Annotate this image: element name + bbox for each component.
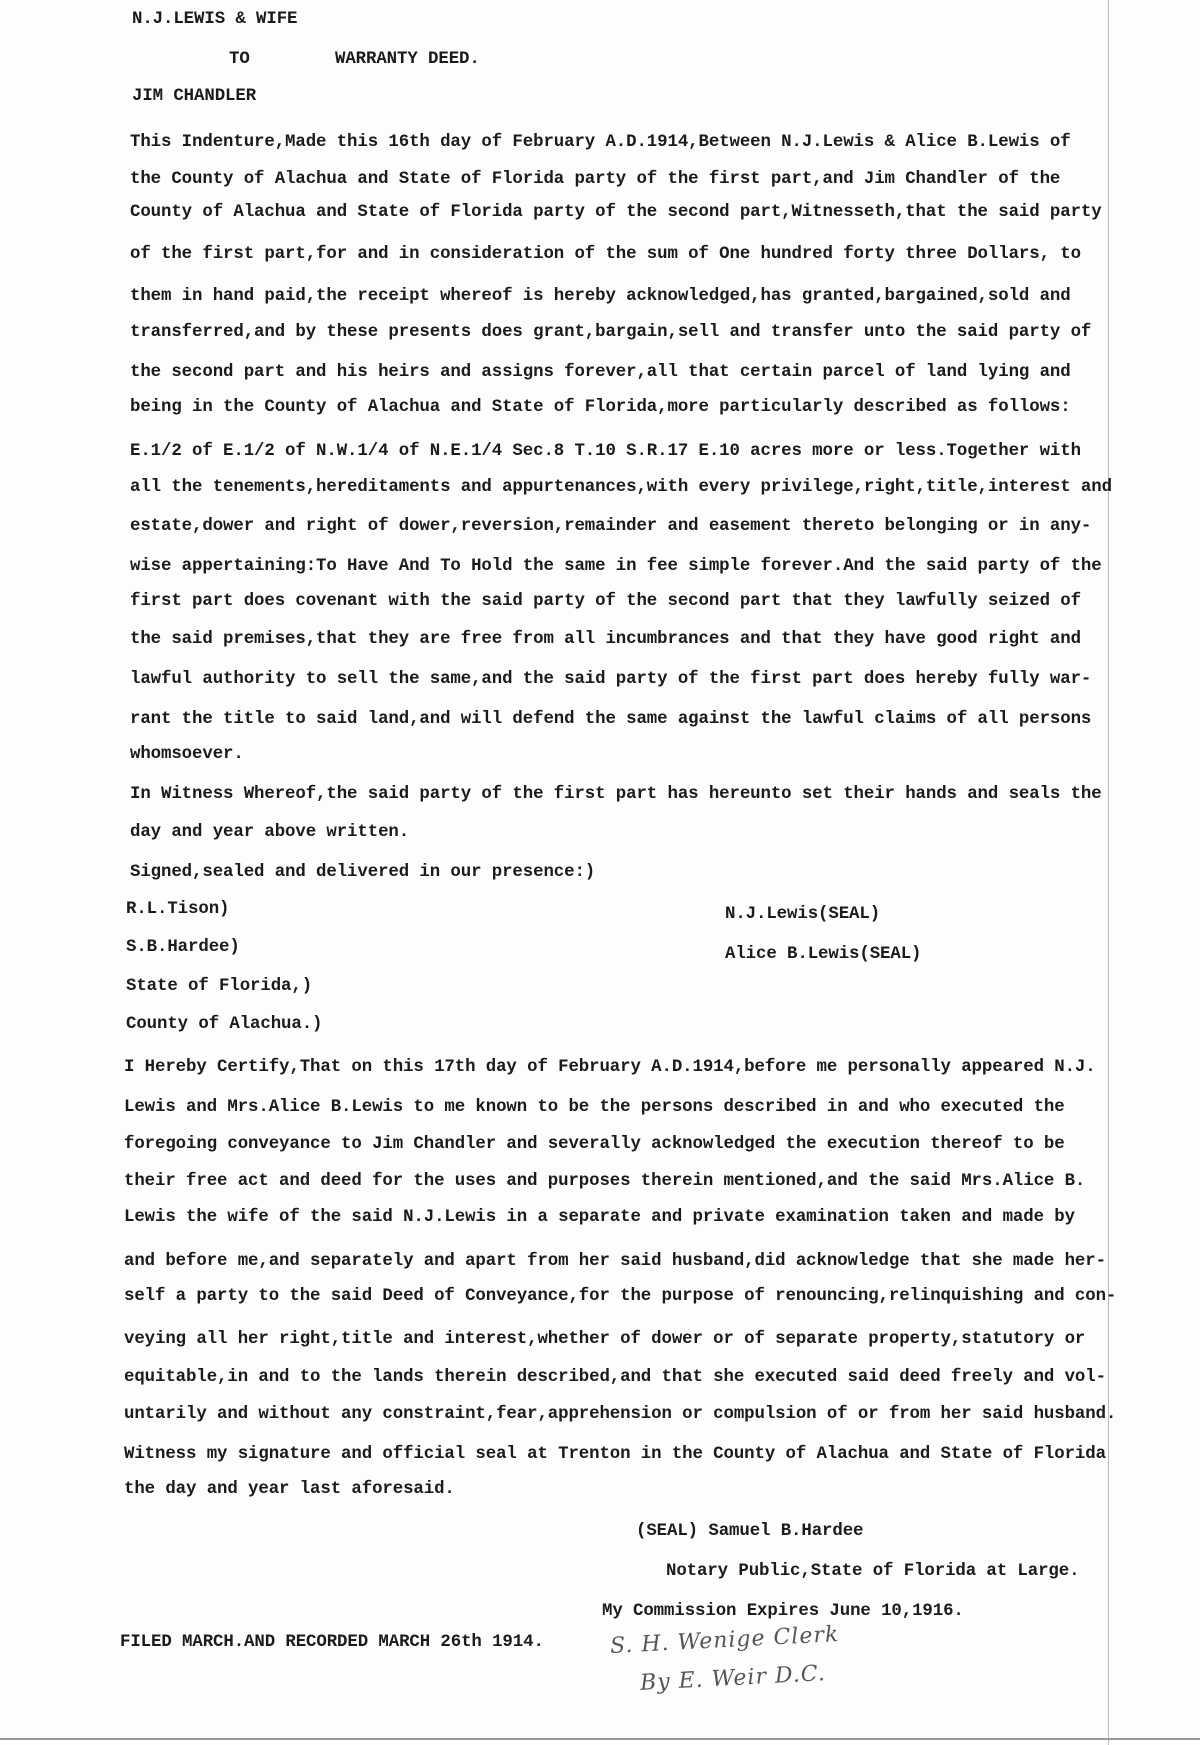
page-bottom-edge bbox=[0, 1738, 1200, 1740]
text-line: foregoing conveyance to Jim Chandler and severally acknowledged the execution thereof to be bbox=[124, 1135, 1065, 1154]
text-line: E.1/2 of E.1/2 of N.W.1/4 of N.E.1/4 Sec.8 T.10 S.R.17 E.10 acres more or less.Together with bbox=[130, 442, 1081, 461]
text-line: equitable,in and to the lands therein described,and that she executed said deed freely and vol- bbox=[124, 1368, 1106, 1387]
witness-2: S.B.Hardee) bbox=[126, 938, 240, 957]
text-line: self a party to the said Deed of Conveyance,for the purpose of renouncing,relinquishing and con- bbox=[124, 1287, 1117, 1306]
text-line: them in hand paid,the receipt whereof is hereby acknowledged,has granted,bargained,sold and bbox=[130, 287, 1071, 306]
text-line: their free act and deed for the uses and purposes therein mentioned,and the said Mrs.Alice B. bbox=[124, 1172, 1086, 1191]
text-line: day and year above written. bbox=[130, 823, 410, 842]
grantor-heading: N.J.LEWIS & WIFE bbox=[132, 10, 298, 29]
text-line: Lewis and Mrs.Alice B.Lewis to me known to be the persons described in and who executed the bbox=[124, 1098, 1065, 1117]
grantee-heading: JIM CHANDLER bbox=[132, 87, 257, 106]
clerk-signature: S. H. Wenige Clerk bbox=[609, 1622, 840, 1659]
text-line: the day and year last aforesaid. bbox=[124, 1480, 455, 1499]
text-line: Lewis the wife of the said N.J.Lewis in a separate and private examination taken and made by bbox=[124, 1208, 1075, 1227]
text-line: transferred,and by these presents does grant,bargain,sell and transfer unto the said party of bbox=[130, 323, 1092, 342]
text-line: the said premises,that they are free from all incumbrances and that they have good right and bbox=[130, 630, 1081, 649]
text-line: Signed,sealed and delivered in our presence:) bbox=[130, 863, 596, 882]
text-line: and before me,and separately and apart from her said husband,did acknowledge that she made her- bbox=[124, 1252, 1106, 1271]
page-edge-line bbox=[1108, 0, 1109, 1745]
text-line: estate,dower and right of dower,reversion,remainder and easement thereto belonging or in any- bbox=[130, 517, 1092, 536]
grantor-signature-2: Alice B.Lewis(SEAL) bbox=[725, 945, 922, 964]
grantor-signature-1: N.J.Lewis(SEAL) bbox=[725, 905, 881, 924]
text-line: whomsoever. bbox=[130, 745, 244, 764]
text-line: lawful authority to sell the same,and the said party of the first part does hereby fully war- bbox=[130, 670, 1092, 689]
text-line: This Indenture,Made this 16th day of February A.D.1914,Between N.J.Lewis & Alice B.Lewis of bbox=[130, 133, 1071, 152]
text-line: In Witness Whereof,the said party of the first part has hereunto set their hands and seals the bbox=[130, 785, 1102, 804]
text-line: being in the County of Alachua and State of Florida,more particularly described as follows: bbox=[130, 398, 1071, 417]
text-line: wise appertaining:To Have And To Hold the same in fee simple forever.And the said party of the bbox=[130, 557, 1102, 576]
deputy-clerk-signature: By E. Weir D.C. bbox=[639, 1661, 827, 1696]
venue-state: State of Florida,) bbox=[126, 977, 313, 996]
text-line: untarily and without any constraint,fear,apprehension or compulsion of or from her said husband. bbox=[124, 1405, 1117, 1424]
text-line: I Hereby Certify,That on this 17th day of February A.D.1914,before me personally appeared N.J. bbox=[124, 1058, 1096, 1077]
filing-record: FILED MARCH.AND RECORDED MARCH 26th 1914. bbox=[120, 1633, 544, 1652]
witness-1: R.L.Tison) bbox=[126, 900, 230, 919]
to-label: TO bbox=[229, 50, 250, 69]
notary-name: (SEAL) Samuel B.Hardee bbox=[636, 1522, 864, 1541]
notary-title: Notary Public,State of Florida at Large. bbox=[666, 1562, 1080, 1581]
text-line: the County of Alachua and State of Florida party of the first part,and Jim Chandler of the bbox=[130, 170, 1061, 189]
text-line: County of Alachua and State of Florida party of the second part,Witnesseth,that the said party bbox=[130, 203, 1102, 222]
text-line: first part does covenant with the said party of the second part that they lawfully seized of bbox=[130, 592, 1081, 611]
text-line: the second part and his heirs and assigns forever,all that certain parcel of land lying and bbox=[130, 363, 1071, 382]
document-title: WARRANTY DEED. bbox=[335, 50, 480, 69]
notary-commission: My Commission Expires June 10,1916. bbox=[602, 1602, 964, 1621]
text-line: rant the title to said land,and will defend the same against the lawful claims of all persons bbox=[130, 710, 1092, 729]
text-line: Witness my signature and official seal at Trenton in the County of Alachua and State of Florida bbox=[124, 1445, 1106, 1464]
text-line: veying all her right,title and interest,whether of dower or of separate property,statutory or bbox=[124, 1330, 1086, 1349]
venue-county: County of Alachua.) bbox=[126, 1015, 323, 1034]
text-line: all the tenements,hereditaments and appurtenances,with every privilege,right,title,interest and bbox=[130, 478, 1112, 497]
text-line: of the first part,for and in consideration of the sum of One hundred forty three Dollars, to bbox=[130, 245, 1081, 264]
